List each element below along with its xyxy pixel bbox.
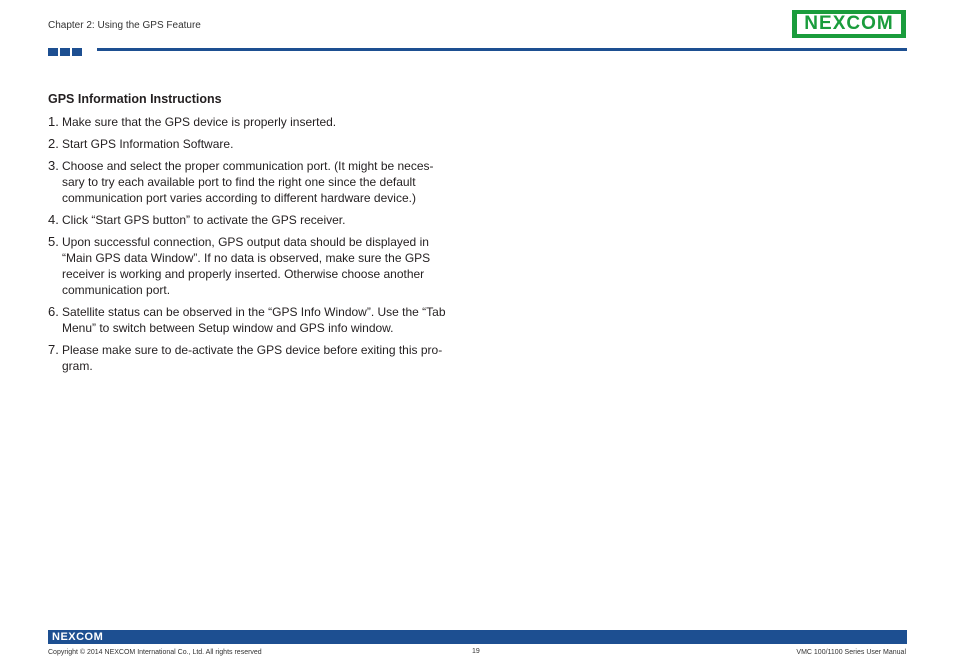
header-squares (48, 48, 82, 56)
manual-title: VMC 100/1100 Series User Manual (796, 649, 906, 656)
header-square (48, 48, 58, 56)
step-text: Make sure that the GPS device is properly inserted. (62, 115, 337, 129)
step-number: 5. (48, 234, 59, 249)
header-square (60, 48, 70, 56)
step-item (48, 158, 458, 206)
step-number: 7. (48, 342, 59, 357)
step-text: Upon successful connection, GPS output data should be displayed in “Main GPS data Window”. If no data is observed, make sure the GPS receiver is working and properly inserted. Otherwise choose another communication port. (62, 235, 431, 297)
steps-list (48, 114, 458, 374)
chapter-title: Chapter 2: Using the GPS Feature (48, 20, 201, 31)
step-text: Satellite status can be observed in the “GPS Info Window”. Use the “Tab Menu” to switch between Setup window and GPS info window. (62, 305, 446, 335)
step-text: Start GPS Information Software. (62, 137, 234, 151)
step-item (48, 212, 458, 228)
footer-logo: NEXCOM (52, 631, 104, 643)
step-number: 1. (48, 114, 59, 129)
footer-bar (48, 630, 907, 644)
step-number: 6. (48, 304, 59, 319)
step-number: 3. (48, 158, 59, 173)
nexcom-logo (792, 10, 906, 38)
logo-inner (797, 14, 901, 34)
logo-text: NEXCOM (804, 13, 894, 34)
step-text: Choose and select the proper communication port. (It might be neces- sary to try each available port to find the right one since the default communication port varies according to different hardware device.) (62, 159, 434, 205)
header-square (72, 48, 82, 56)
step-item (48, 114, 458, 130)
step-item (48, 234, 458, 298)
copyright-text: Copyright © 2014 NEXCOM International Co., Ltd. All rights reserved (48, 649, 262, 656)
step-item (48, 342, 458, 374)
step-item (48, 304, 458, 336)
step-text: Click “Start GPS button” to activate the GPS receiver. (62, 213, 346, 227)
page-number: 19 (472, 648, 480, 655)
step-item (48, 136, 458, 152)
main-content (48, 92, 458, 380)
step-number: 4. (48, 212, 59, 227)
header-rule (97, 48, 907, 51)
section-title: GPS Information Instructions (48, 92, 222, 106)
step-number: 2. (48, 136, 59, 151)
step-text: Please make sure to de-activate the GPS device before exiting this pro- gram. (62, 343, 443, 373)
